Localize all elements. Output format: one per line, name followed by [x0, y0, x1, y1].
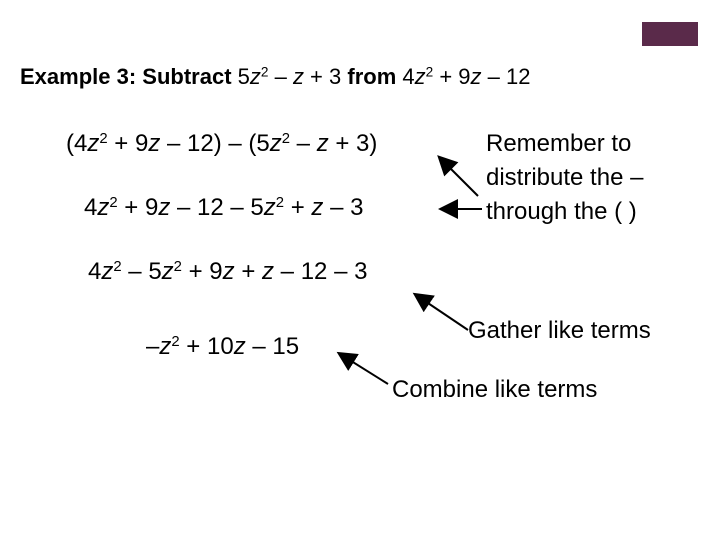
title-subtrahend: $4z^2 + 9z - 12$: [402, 64, 531, 89]
note-distribute-line-3: through the ( ): [486, 198, 637, 225]
title-prefix: Example 3: Subtract: [20, 64, 238, 89]
step-2-expression: $4z^2 + 9z - 12 - 5z^2 + z - 3$: [84, 194, 364, 221]
note-combine: Combine like terms: [392, 376, 598, 403]
note-distribute-line-1: Remember to: [486, 130, 632, 157]
step-1-expression: $(4z^2 + 9z - 12) - (5z^2 - z + 3)$: [66, 130, 378, 157]
title-from: from: [341, 64, 403, 89]
step-3-expression: $4z^2 - 5z^2 + 9z + z - 12 - 3$: [88, 258, 368, 285]
note-distribute-line-2: distribute the –: [486, 164, 644, 191]
arrow-to-step-1: [440, 158, 478, 196]
note-gather: Gather like terms: [468, 317, 651, 344]
arrow-to-step-4: [340, 354, 388, 384]
arrow-to-step-3: [416, 295, 468, 330]
step-4-expression: $-z^2 + 10z - 15$: [146, 333, 300, 360]
title-minuend: $5z^2 - z + 3$: [237, 64, 342, 89]
